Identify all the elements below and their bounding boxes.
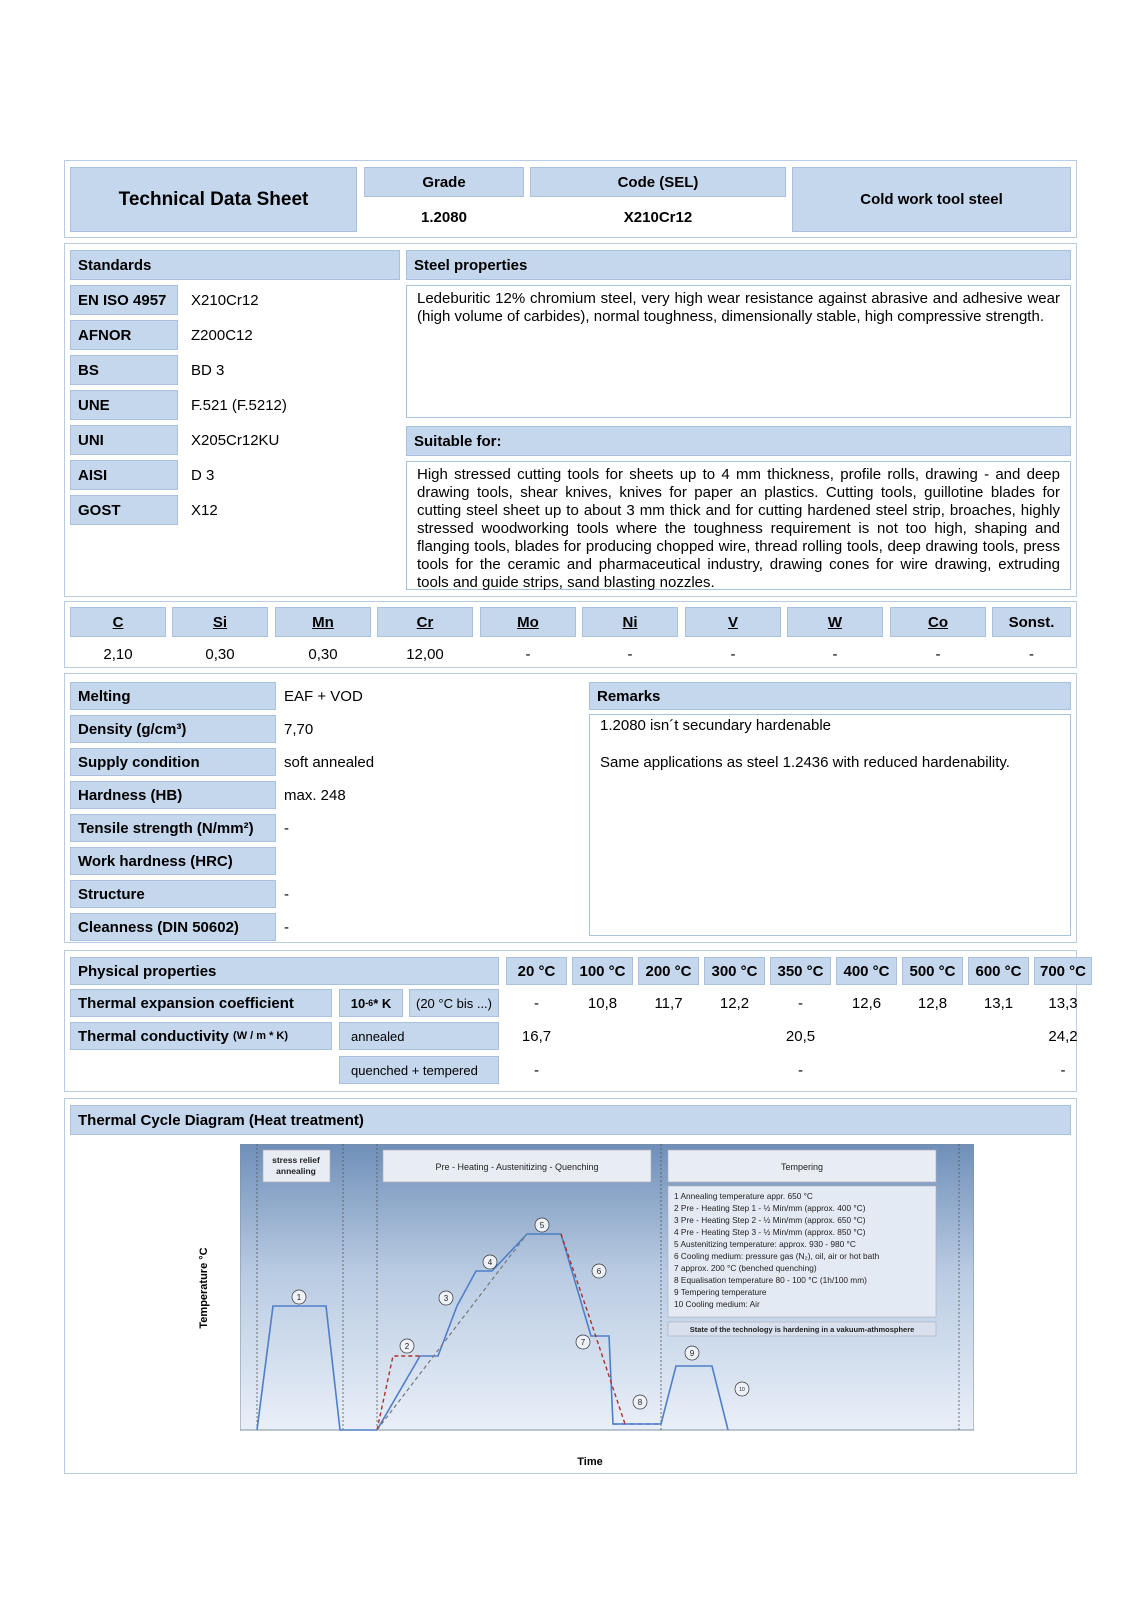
standard-value: F.521 (F.5212) bbox=[191, 396, 287, 414]
expansion-value: 12,2 bbox=[719, 994, 750, 1012]
element-value: - bbox=[730, 645, 736, 663]
marker-label: 9 bbox=[689, 1349, 695, 1358]
element-value: - bbox=[832, 645, 838, 663]
element-value: - bbox=[627, 645, 633, 663]
property-value: - bbox=[284, 885, 289, 903]
unit-exponent: -6 bbox=[365, 998, 374, 1008]
quenched-label: quenched + tempered bbox=[339, 1056, 499, 1084]
conductivity-value: 16,7 bbox=[521, 1027, 552, 1045]
property-value: 7,70 bbox=[284, 720, 314, 738]
legend-item: 10 Cooling medium: Air bbox=[674, 1299, 760, 1309]
element-header: W bbox=[787, 607, 883, 637]
steel-category: Cold work tool steel bbox=[792, 167, 1071, 232]
marker-label: 7 bbox=[580, 1338, 586, 1347]
y-axis-label: Temperature °C bbox=[198, 1247, 210, 1329]
section-main-label: Pre - Heating - Austenitizing - Quenching bbox=[435, 1162, 599, 1172]
element-header: Co bbox=[890, 607, 986, 637]
quenched-value: - bbox=[798, 1061, 803, 1079]
footer-note: State of the technology is hardening in a vakuum-athmosphere bbox=[689, 1325, 915, 1334]
element-value: 2,10 bbox=[103, 645, 133, 663]
standard-value: X210Cr12 bbox=[191, 291, 259, 309]
quenched-value: - bbox=[1060, 1061, 1066, 1079]
temperature-header: 350 °C bbox=[770, 957, 831, 985]
property-label: Cleanness (DIN 50602) bbox=[70, 913, 276, 941]
legend-item: 9 Tempering temperature bbox=[674, 1287, 767, 1297]
marker-label: 4 bbox=[487, 1258, 493, 1267]
standard-label: GOST bbox=[70, 495, 178, 525]
conductivity-value: 24,2 bbox=[1048, 1027, 1078, 1045]
standard-label: UNE bbox=[70, 390, 178, 420]
property-label: Tensile strength (N/mm²) bbox=[70, 814, 276, 842]
marker-label: 10 bbox=[739, 1387, 745, 1393]
unit-base: 10 bbox=[350, 995, 366, 1011]
expansion-value: 11,7 bbox=[654, 994, 683, 1012]
legend-item: 2 Pre - Heating Step 1 - ½ Min/mm (approx. 400 °C) bbox=[674, 1203, 866, 1213]
grade-label: Grade bbox=[364, 167, 524, 197]
quenched-value: - bbox=[534, 1061, 539, 1079]
temperature-header: 400 °C bbox=[836, 957, 897, 985]
document-title: Technical Data Sheet bbox=[70, 167, 357, 232]
expansion-unit bbox=[339, 989, 403, 1017]
legend-item: 5 Austenitizing temperature: approx. 930 - 980 °C bbox=[674, 1239, 856, 1249]
temperature-header: 20 °C bbox=[506, 957, 567, 985]
expansion-value: 10,8 bbox=[587, 994, 618, 1012]
code-value: X210Cr12 bbox=[623, 208, 693, 226]
temperature-header: 600 °C bbox=[968, 957, 1029, 985]
property-value: max. 248 bbox=[284, 786, 346, 804]
temperature-header: 700 °C bbox=[1034, 957, 1092, 985]
element-header: Cr bbox=[377, 607, 473, 637]
element-value: 12,00 bbox=[406, 645, 444, 663]
conductivity-value: 20,5 bbox=[785, 1027, 816, 1045]
property-value: EAF + VOD bbox=[284, 687, 363, 705]
expansion-value: - bbox=[534, 994, 539, 1012]
property-label: Hardness (HB) bbox=[70, 781, 276, 809]
element-header: Mn bbox=[275, 607, 371, 637]
section-stress-line2: annealing bbox=[276, 1166, 316, 1176]
physical-title: Physical properties bbox=[70, 957, 499, 985]
temperature-header: 100 °C bbox=[572, 957, 633, 985]
marker-label: 5 bbox=[539, 1221, 545, 1230]
expansion-value: 12,8 bbox=[917, 994, 948, 1012]
property-label: Supply condition bbox=[70, 748, 276, 776]
legend-item: 8 Equalisation temperature 80 - 100 °C (1h/100 mm) bbox=[674, 1275, 867, 1285]
element-header: Mo bbox=[480, 607, 576, 637]
remarks-box bbox=[589, 714, 1071, 936]
property-value: - bbox=[284, 819, 289, 837]
element-header: C bbox=[70, 607, 166, 637]
standard-value: Z200C12 bbox=[191, 326, 253, 344]
unit-rest: * K bbox=[373, 995, 392, 1011]
section-tempering-label: Tempering bbox=[780, 1162, 824, 1172]
diagram-title: Thermal Cycle Diagram (Heat treatment) bbox=[70, 1105, 1071, 1135]
thermal-cycle-diagram bbox=[240, 1144, 974, 1434]
expansion-reference: (20 °C bis ...) bbox=[409, 989, 499, 1017]
grade-value: 1.2080 bbox=[421, 208, 467, 226]
element-value: - bbox=[1029, 645, 1034, 663]
expansion-label: Thermal expansion coefficient bbox=[70, 989, 332, 1017]
element-value: - bbox=[525, 645, 531, 663]
standard-label: AISI bbox=[70, 460, 178, 490]
suitable-for-text: High stressed cutting tools for sheets up to 4 mm thickness, profile rolls, drawing - and deep drawing tools, shear knives, knives for paper an plastics. Cutting tools, guillotine blades for cutting steel sheet up to about 3 mm thick and for cutting hardened steel strip, broaches, highly stressed woodworking tools where the toughness requirement is not too high, shaping and flanging tools, blades for producing chopped wire, thread rolling tools, deep drawing tools, press tools for the ceramic and pharmaceutical industry, drawing cones for wire drawing, extruding tools and guide strips, sand blasting nozzles. bbox=[406, 461, 1071, 590]
property-value: - bbox=[284, 918, 289, 936]
legend-item: 7 approx. 200 °C (benched quenching) bbox=[674, 1263, 817, 1273]
marker-label: 3 bbox=[443, 1294, 449, 1303]
standard-label: UNI bbox=[70, 425, 178, 455]
conductivity-name: Thermal conductivity bbox=[78, 1027, 229, 1045]
element-value: 0,30 bbox=[205, 645, 235, 663]
element-header: V bbox=[685, 607, 781, 637]
x-axis-label: Time bbox=[577, 1456, 603, 1468]
suitable-for-title: Suitable for: bbox=[406, 426, 1071, 456]
element-header: Si bbox=[172, 607, 268, 637]
legend-item: 1 Annealing temperature appr. 650 °C bbox=[674, 1191, 813, 1201]
expansion-value: 13,3 bbox=[1048, 994, 1078, 1012]
marker-label: 2 bbox=[404, 1342, 410, 1351]
expansion-value: 13,1 bbox=[983, 994, 1014, 1012]
element-header: Sonst. bbox=[992, 607, 1071, 637]
section-stress-line1: stress relief bbox=[272, 1155, 320, 1165]
standard-value: X205Cr12KU bbox=[191, 431, 280, 449]
temperature-header: 200 °C bbox=[638, 957, 699, 985]
standard-label: AFNOR bbox=[70, 320, 178, 350]
legend-item: 3 Pre - Heating Step 2 - ½ Min/mm (approx. 650 °C) bbox=[674, 1215, 866, 1225]
steel-properties-text: Ledeburitic 12% chromium steel, very high wear resistance against abrasive and adhesive wear (high volume of carbides), normal toughness, dimensionally stable, high compressive strength. bbox=[406, 285, 1071, 418]
property-label: Density (g/cm³) bbox=[70, 715, 276, 743]
marker-label: 1 bbox=[296, 1293, 302, 1302]
marker-label: 8 bbox=[637, 1398, 643, 1407]
standard-value: X12 bbox=[191, 501, 218, 519]
steel-properties-title: Steel properties bbox=[406, 250, 1071, 280]
remarks-line: 1.2080 isn´t secundary hardenable bbox=[600, 717, 831, 734]
remarks-line: Same applications as steel 1.2436 with reduced hardenability. bbox=[600, 754, 1010, 771]
standard-value: D 3 bbox=[191, 466, 215, 484]
standard-label: EN ISO 4957 bbox=[70, 285, 178, 315]
legend-item: 6 Cooling medium: pressure gas (N₂), oil, air or hot bath bbox=[674, 1251, 880, 1261]
property-label: Structure bbox=[70, 880, 276, 908]
standard-label: BS bbox=[70, 355, 178, 385]
element-value: 0,30 bbox=[308, 645, 338, 663]
marker-label: 6 bbox=[596, 1267, 602, 1276]
property-value: soft annealed bbox=[284, 753, 375, 771]
standards-title: Standards bbox=[70, 250, 400, 280]
element-header: Ni bbox=[582, 607, 678, 637]
property-label: Work hardness (HRC) bbox=[70, 847, 276, 875]
expansion-value: 12,6 bbox=[851, 994, 882, 1012]
temperature-header: 500 °C bbox=[902, 957, 963, 985]
legend-item: 4 Pre - Heating Step 3 - ½ Min/mm (approx. 850 °C) bbox=[674, 1227, 866, 1237]
property-label: Melting bbox=[70, 682, 276, 710]
conductivity-label bbox=[70, 1022, 332, 1050]
conductivity-unit: (W / m * K) bbox=[233, 1030, 289, 1042]
element-value: - bbox=[935, 645, 941, 663]
code-label: Code (SEL) bbox=[530, 167, 786, 197]
standard-value: BD 3 bbox=[191, 361, 225, 379]
expansion-value: - bbox=[798, 994, 803, 1012]
remarks-title: Remarks bbox=[589, 682, 1071, 710]
temperature-header: 300 °C bbox=[704, 957, 765, 985]
annealed-label: annealed bbox=[339, 1022, 499, 1050]
